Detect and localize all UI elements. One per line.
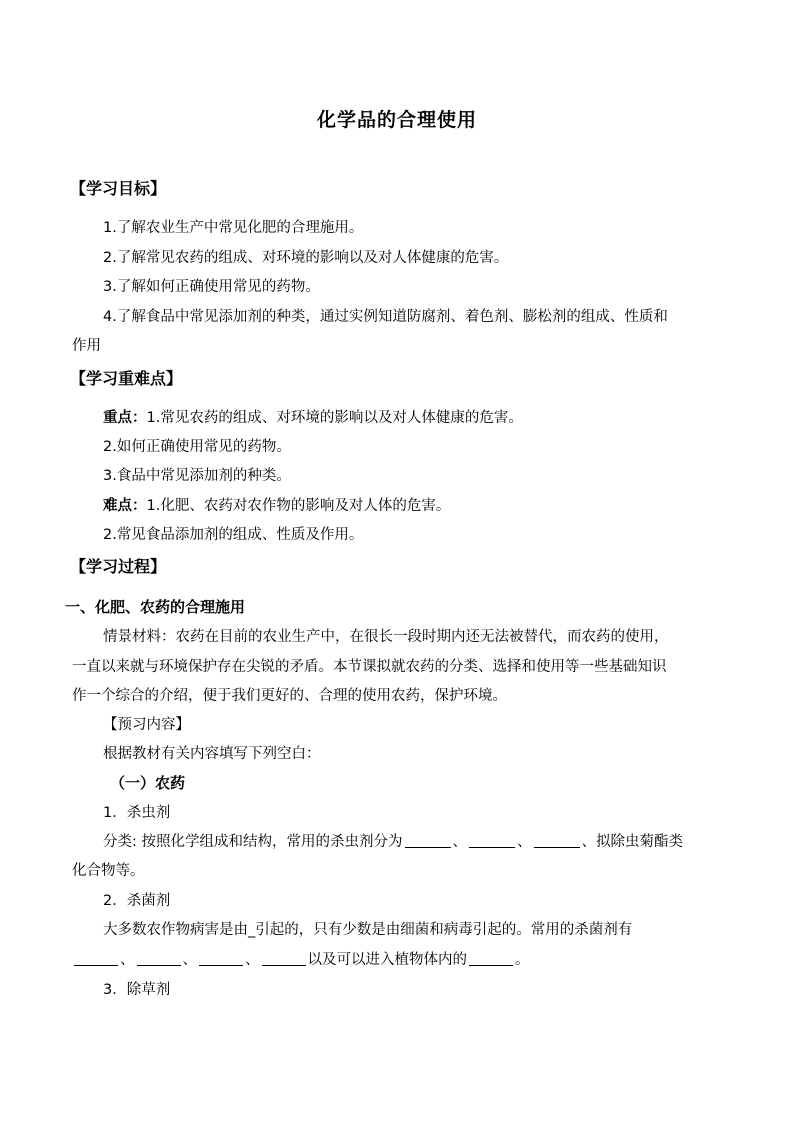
insecticide-classification xyxy=(103,832,733,852)
insecticide-text-b: 、拟除虫菊酯类 xyxy=(581,834,683,850)
difficulty-label: 难点： xyxy=(103,498,147,514)
difficulty-1 xyxy=(103,496,733,516)
separator: 、 xyxy=(120,952,135,968)
context-para-line-1: 情景材料：农药在目前的农业生产中，在很长一段时期内还无法被替代，而农药的使用， xyxy=(103,629,669,645)
item-herbicide: 3．除草剂 xyxy=(103,982,171,998)
page-title: 化学品的合理使用 xyxy=(316,109,477,131)
key-label: 重点： xyxy=(103,410,147,426)
separator: 、 xyxy=(452,834,467,850)
context-para-line-3: 作一个综合的介绍，便于我们更好的、合理的使用农药，保护环境。 xyxy=(72,688,507,704)
heading-learning-process: 【学习过程】 xyxy=(70,557,167,576)
fungicide-text-a: 大多数农作物病害是由_引起的，只有少数是由细菌和病毒引起的。常用的杀菌剂有 xyxy=(103,922,633,938)
blank-fungicide-3[interactable] xyxy=(199,951,243,966)
key-point-1 xyxy=(103,408,733,428)
blank-insecticide-1[interactable] xyxy=(405,833,451,848)
goal-item-4: 4.了解食品中常见添加剂的种类，通过实例知道防腐剂、着色剂、膨松剂的组成、性质和 xyxy=(103,309,668,325)
item-fungicide: 2．杀菌剂 xyxy=(103,893,171,909)
goal-item-4-cont: 作用 xyxy=(72,338,101,354)
heading-key-points: 【学习重难点】 xyxy=(70,369,183,388)
blank-fungicide-5[interactable] xyxy=(469,951,513,966)
separator: 、 xyxy=(182,952,197,968)
difficulty-text-1: 1.化肥、农药对农作物的影响及对人体的危害。 xyxy=(146,498,451,514)
blank-fungicide-1[interactable] xyxy=(74,951,118,966)
key-point-2: 2.如何正确使用常见的药物。 xyxy=(103,439,291,455)
fungicide-blanks-line xyxy=(72,950,732,970)
blank-fungicide-2[interactable] xyxy=(137,951,181,966)
item-insecticide: 1．杀虫剂 xyxy=(103,805,171,821)
blank-insecticide-2[interactable] xyxy=(469,833,515,848)
insecticide-text-c: 化合物等。 xyxy=(72,863,145,879)
insecticide-text-a: 分类: 按照化学组成和结构，常用的杀虫剂分为 xyxy=(103,834,403,850)
fungicide-text-b: 以及可以进入植物体内的 xyxy=(307,952,467,968)
goal-item-2: 2.了解常见农药的组成、对环境的影响以及对人体健康的危害。 xyxy=(103,250,509,266)
blank-insecticide-3[interactable] xyxy=(534,833,580,848)
difficulty-2: 2.常见食品添加剂的组成、性质及作用。 xyxy=(103,527,364,543)
subsection-pesticide: （一）农药 xyxy=(110,774,186,792)
preview-label: 【预习内容】 xyxy=(103,717,190,733)
goal-item-3: 3.了解如何正确使用常见的药物。 xyxy=(103,279,320,295)
key-text-1: 1.常见农药的组成、对环境的影响以及对人体健康的危害。 xyxy=(146,410,523,426)
separator: 、 xyxy=(245,952,260,968)
key-point-3: 3.食品中常见添加剂的种类。 xyxy=(103,468,291,484)
context-para-line-2: 一直以来就与环境保护存在尖锐的矛盾。本节课拟就农药的分类、选择和使用等一些基础知识 xyxy=(72,659,667,675)
goal-item-1: 1.了解农业生产中常见化肥的合理施用。 xyxy=(103,220,364,236)
period: 。 xyxy=(515,952,530,968)
heading-learning-goals: 【学习目标】 xyxy=(70,179,167,198)
subheading-fertilizer-pesticide: 一、化肥、农药的合理施用 xyxy=(65,598,246,616)
separator: 、 xyxy=(517,834,532,850)
instruction-text: 根据教材有关内容填写下列空白： xyxy=(103,746,321,762)
blank-fungicide-4[interactable] xyxy=(262,951,306,966)
